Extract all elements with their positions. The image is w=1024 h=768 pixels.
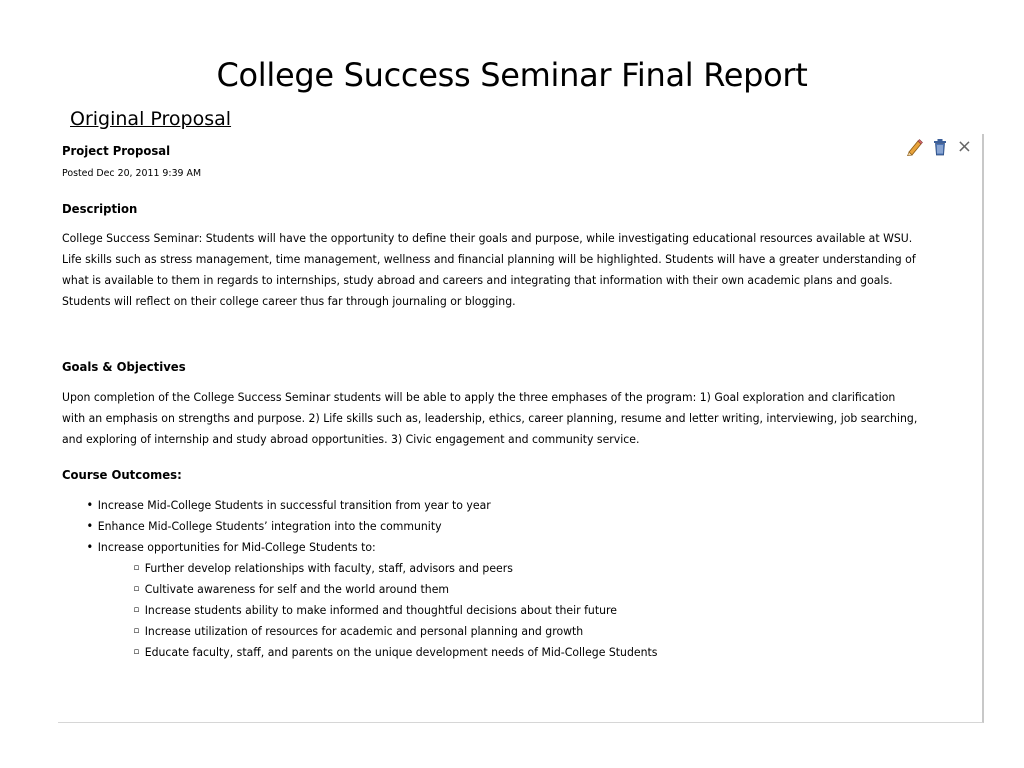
description-heading: Description bbox=[62, 201, 138, 216]
sub-outcome-item: ▫ Educate faculty, staff, and parents on the unique development needs of Mid-College Students bbox=[133, 642, 921, 663]
slide-title: College Success Seminar Final Report bbox=[216, 56, 808, 94]
trash-icon[interactable] bbox=[931, 138, 949, 156]
outcome-item: • Enhance Mid-College Students’ integration into the community bbox=[86, 516, 921, 537]
close-icon[interactable]: × bbox=[956, 136, 972, 157]
proposal-content bbox=[62, 140, 921, 663]
outcome-item-label: Increase opportunities for Mid-College Students to: bbox=[97, 540, 376, 554]
posted-timestamp: Posted Dec 20, 2011 9:39 AM bbox=[62, 168, 202, 179]
sub-outcome-item: ▫ Further develop relationships with faculty, staff, advisors and peers bbox=[133, 558, 921, 579]
sub-outcome-item: ▫ Increase utilization of resources for academic and personal planning and growth bbox=[133, 621, 921, 642]
section-subtitle: Original Proposal bbox=[70, 108, 232, 130]
sub-outcomes-list bbox=[98, 558, 921, 663]
sub-outcome-item: ▫ Increase students ability to make informed and thoughtful decisions about their future bbox=[133, 600, 921, 621]
sub-outcome-item: ▫ Cultivate awareness for self and the world around them bbox=[133, 579, 921, 600]
goals-heading: Goals & Objectives bbox=[62, 359, 186, 374]
outcomes-list bbox=[62, 495, 921, 663]
outcome-item: • Increase Mid-College Students in successful transition from year to year bbox=[86, 495, 921, 516]
proposal-heading: Project Proposal bbox=[62, 143, 171, 158]
proposal-panel bbox=[58, 134, 984, 723]
goals-text: Upon completion of the College Success Seminar students will be able to apply the three emphases of the program: 1) Goal exploration and clarification with an emphasis on strengths and purpose. 2) Life skills such as, leadership, ethics, career planning, resume and letter writing, interviewing, job searching, and exploring of internship and study abroad opportunities. 3) Civic engagement and community service. bbox=[62, 390, 918, 446]
outcomes-heading: Course Outcomes: bbox=[62, 467, 182, 482]
description-text: College Success Seminar: Students will have the opportunity to define their goals and purpose, while investigating educational resources available at WSU. Life skills such as stress management, time management, wellness and financial planning will be highlighted. Students will have a greater understanding of what is available to them in regards to internships, study abroad and careers and integrating that information with their own academic plans and goals. Students will reflect on their college career thus far through journaling or blogging. bbox=[62, 231, 916, 308]
outcome-item bbox=[86, 537, 921, 663]
